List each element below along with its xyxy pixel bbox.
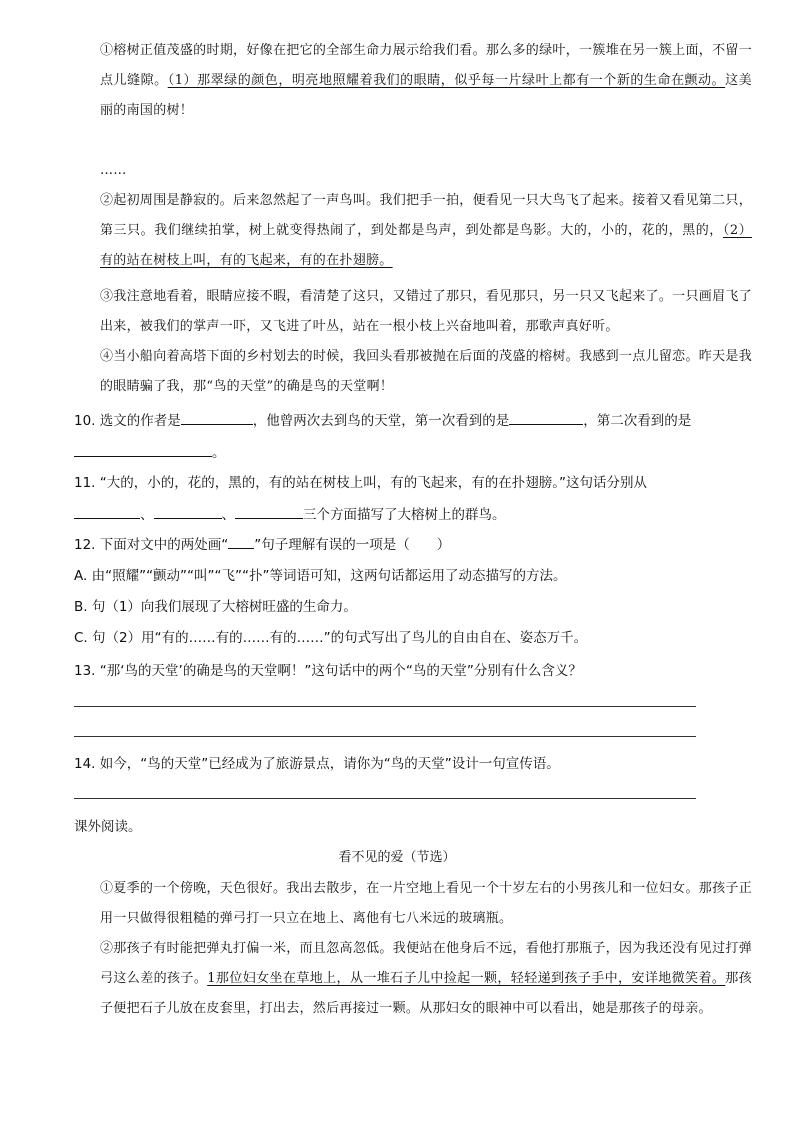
separator: 、 — [221, 507, 235, 523]
option-c[interactable]: C. 句（2）用“有的……有的……有的……”的句式写出了鸟儿的自由自在、姿态万千。 — [74, 630, 588, 646]
option-a[interactable]: A. 由“照耀”“颤动”“叫”“飞”“扑”等词语可知，这两句话都运用了动态描写的方法。 — [74, 568, 567, 584]
question-text: ”句子理解有误的一项是（ ） — [254, 537, 451, 553]
ellipsis: …… — [100, 163, 127, 178]
section-heading: 课外阅读。 — [74, 819, 142, 835]
passage-paragraph-1 — [74, 36, 752, 126]
question-text: 12. 下面对文中的两处画“ — [74, 537, 229, 553]
question-text: 。 — [212, 445, 226, 461]
paragraph-text: ②那孩子有时能把弹丸打偏一米，而且忽高忽低。我便站在他身后不远，看他打那瓶子，因为我还没有见过打弹弓这么差的孩子。 — [100, 941, 752, 986]
separator: 、 — [140, 507, 154, 523]
paragraph-text: 那孩子便把石子儿放在皮套里，打出去，然后再接过一颗。从那妇女的眼神中可以看出，她是那孩子的母亲。 — [100, 971, 752, 1016]
passage-paragraph-2 — [74, 186, 752, 276]
option-b[interactable]: B. 句（1）向我们展现了大榕树旺盛的生命力。 — [74, 599, 357, 615]
passage-paragraph-3: ③我注意地看着，眼睛应接不暇，看清楚了这只，又错过了那只，看见那只，另一只又飞起来了。一只画眉飞了出来，被我们的掌声一吓，又飞进了叶丛，站在一根小枝上兴奋地叫着，那歌声真好听。 — [100, 289, 752, 334]
question-11-cont — [74, 500, 734, 530]
question-12 — [74, 530, 734, 560]
underline-sample — [228, 532, 254, 549]
underlined-sentence-1: （1）那翠绿的颜色，明亮地照耀着我们的眼睛，似乎每一片绿叶上都有一个新的生命在颤动。 — [167, 73, 726, 88]
answer-line[interactable] — [74, 706, 696, 707]
answer-blank[interactable] — [181, 408, 253, 425]
answer-blank[interactable] — [74, 440, 212, 457]
passage-paragraph-4: ④当小船向着高塔下面的乡村划去的时候，我回头看那被抛在后面的茂盛的榕树。我感到一点儿留恋。昨天是我的眼睛骗了我，那“鸟的天堂”的确是鸟的天堂啊！ — [100, 349, 752, 394]
answer-line[interactable] — [74, 798, 696, 799]
question-13: 13. “那‘鸟的天堂’的确是鸟的天堂啊！”这句话中的两个“鸟的天堂”分别有什么含义？ — [74, 663, 582, 679]
underlined-sentence: 1那位妇女坐在草地上，从一堆石子儿中捡起一颗，轻轻递到孩子手中，安详地微笑着。 — [207, 971, 726, 986]
question-text: ，他曾两次去到鸟的天堂，第一次看到的是 — [252, 413, 510, 429]
answer-blank[interactable] — [74, 502, 140, 519]
question-text: 三个方面描写了大榕树上的群鸟。 — [303, 507, 506, 523]
paragraph-text: 这美丽的南国的树！ — [100, 73, 752, 118]
question-10 — [74, 406, 734, 436]
paragraph-text: ①榕树正值茂盛的时期，好像在把它的全部生命力展示给我们看。那么多的绿叶，一簇堆在另一簇上面，不留一点儿缝隙。 — [100, 43, 752, 88]
question-text: 10. 选文的作者是 — [74, 413, 181, 429]
answer-line[interactable] — [74, 736, 696, 737]
question-14: 14. 如今，“鸟的天堂”已经成为了旅游景点，请你为“鸟的天堂”设计一句宣传语。 — [74, 756, 560, 772]
question-10-cont — [74, 438, 734, 468]
answer-blank[interactable] — [509, 408, 583, 425]
question-11: 11. “大的，小的，花的，黑的，有的站在树枝上叫，有的飞起来，有的在扑翅膀。”这句话分别从 — [74, 475, 647, 491]
question-text: ，第二次看到的是 — [583, 413, 692, 429]
extra-paragraph-2 — [74, 934, 752, 1024]
underlined-sentence-2: （2）有的站在树枝上叫，有的飞起来，有的在扑翅膀。 — [100, 223, 752, 268]
paragraph-text: ②起初周围是静寂的。后来忽然起了一声鸟叫。我们把手一拍，便看见一只大鸟飞了起来。接着又看见第二只，第三只。我们继续拍掌，树上就变得热闹了，到处都是鸟声，到处都是鸟影。大的，小的，花的，黑的， — [100, 193, 752, 238]
extra-paragraph-1: ①夏季的一个傍晚，天色很好。我出去散步，在一片空地上看见一个十岁左右的小男孩儿和一位妇女。那孩子正用一只做得很粗糙的弹弓打一只立在地上、离他有七八米远的玻璃瓶。 — [100, 881, 752, 926]
answer-blank[interactable] — [235, 502, 303, 519]
answer-blank[interactable] — [154, 502, 222, 519]
article-title: 看不见的爱（节选） — [338, 850, 456, 865]
